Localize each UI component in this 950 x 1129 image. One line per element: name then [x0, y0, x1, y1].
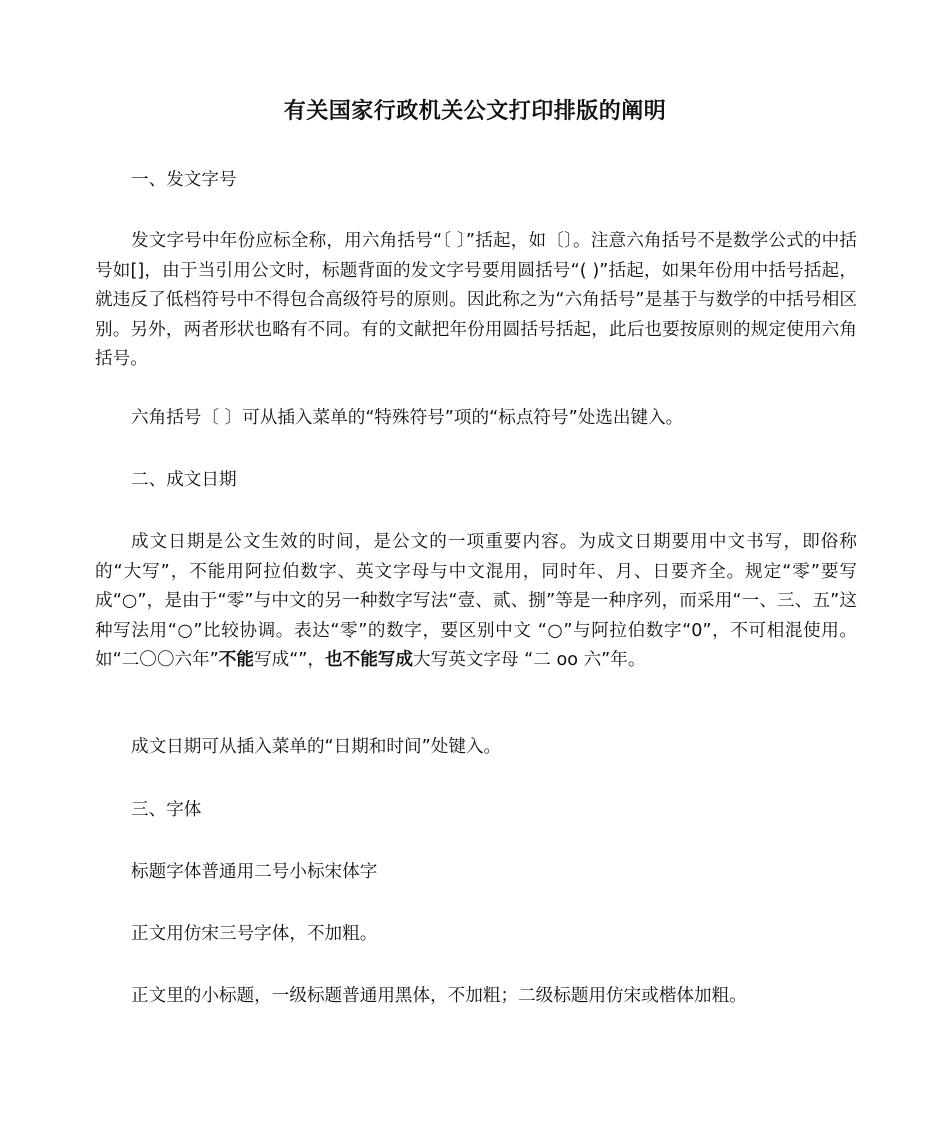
issue-date-bold-1: 不能 [218, 650, 254, 670]
issue-date-bold-2: 也不能写成 [325, 650, 413, 670]
issue-date-text-2: 写成“”， [254, 650, 326, 670]
section-heading-1: 一、发文字号 [131, 170, 237, 190]
section-heading-3: 三、字体 [131, 800, 202, 820]
paragraph-issue-date [95, 528, 857, 676]
paragraph-date-input: 成文日期可从插入菜单的“日期和时间”处键入。 [131, 737, 502, 757]
issue-date-text-3: 大写英文字母 “二 oo 六”年。 [413, 650, 646, 670]
font-rule-title: 标题字体普通用二号小标宋体字 [131, 862, 378, 882]
section-heading-2: 二、成文日期 [131, 470, 237, 490]
document-title: 有关国家行政机关公文打印排版的阐明 [283, 99, 667, 124]
issue-date-text-1: 成文日期是公文生效的时间，是公文的一项重要内容。为成文日期要用中文书写，即俗称的“大写”，不能用阿拉伯数字、英文字母与中文混用，同时年、月、日要齐全。规定“零”要写成“○”，是由于“零”与中文的另一种数字写法“壹、贰、捌”等是一种序列，而采用“一、三、五”这种写法用“○”比较协调。表达“零”的数字，要区别中文 “○”与阿拉伯数字“0”，不可相混使用。如“二〇〇六年” [95, 532, 857, 670]
font-rule-subheading: 正文里的小标题，一级标题普通用黑体，不加粗；二级标题用仿宋或楷体加粗。 [131, 986, 747, 1006]
paragraph-hexagonal-brackets-input: 六角括号〔 〕可从插入菜单的“特殊符号”项的“标点符号”处选出键入。 [131, 408, 684, 428]
paragraph-issue-number: 发文字号中年份应标全称，用六角括号“〔 〕”括起，如〔〕。注意六角括号不是数学公式的中括号如[]，由于当引用公文时，标题背面的发文字号要用圆括号“( )”括起，如果年份用中括号括起，就违反了低档符号中不得包合高级符号的原则。因此称之为“六角括号”是基于与数学的中括号相区别。另外，两者形状也略有不同。有的文献把年份用圆括号括起，此后也要按原则的规定使用六角括号。 [95, 231, 857, 369]
font-rule-body: 正文用仿宋三号字体，不加粗。 [131, 924, 378, 944]
